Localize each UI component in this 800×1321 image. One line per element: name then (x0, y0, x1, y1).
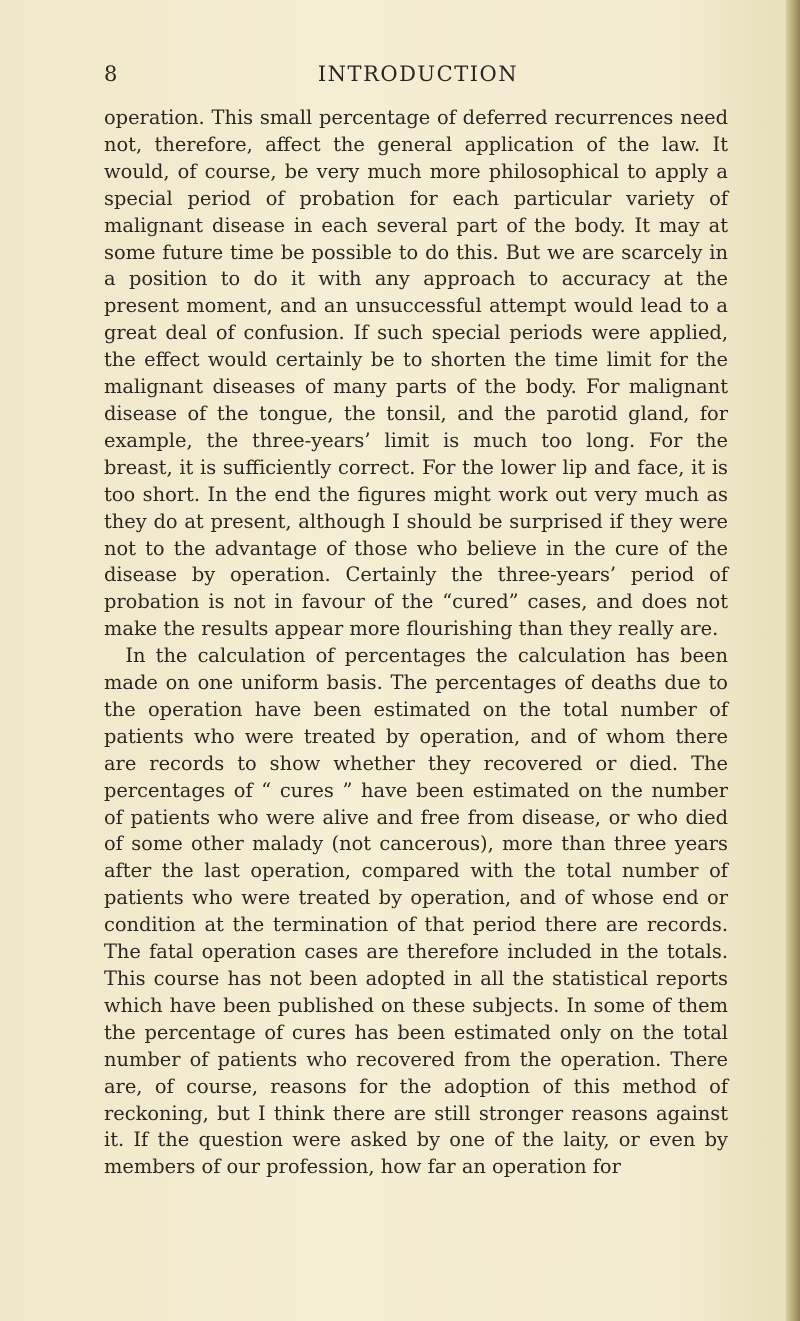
page-header (104, 62, 732, 90)
paragraph-1: operation. This small percentage of deferred recurrences need not, therefore, affect the general application of the law. It would, of course, be very much more philosophical to apply a special period of probation for each particular variety of malignant disease in each several part of the body. It may at some future time be possible to do this. But we are scarcely in a position to do it with any approach to accuracy at the present moment, and an unsuccessful attempt would lead to a great deal of confusion. If such special periods were applied, the effect would certainly be to shorten the time limit for the malignant diseases of many parts of the body. For malignant disease of the tongue, the tonsil, and the parotid gland, for example, the three-years’ limit is much too long. For the breast, it is sufficiently correct. For the lower lip and face, it is too short. In the end the figures might work out very much as they do at present, although I should be surprised if they were not to the advantage of those who believe in the cure of the disease by operation. Certainly the three-years’ period of probation is not in favour of the “cured” cases, and does not make the results appear more flourishing than they really are. (104, 106, 728, 641)
page-number: 8 (104, 62, 118, 86)
running-head: INTRODUCTION (317, 62, 519, 86)
paragraph-2: In the calculation of percentages the calculation has been made on one uniform basis. The percentages of deaths due to the operation have been estimated on the total number of patients who were treated by operation, and of whom there are records to show whether they recovered or died. The percentages of “ cures ” have been estimated on the number of patients who were alive and free from disease, or who died of some other malady (not cancerous), more than three years after the last operation, compared with the total number of patients who were treated by operation, and of whose end or condition at the termination of that period there are records. The fatal operation cases are therefore included in the totals. This course has not been adopted in all the statistical reports which have been published on these subjects. In some of them the percentage of cures has been estimated only on the total number of patients who recovered from the operation. There are, of course, reasons for the adoption of this method of reckoning, but I think there are still stronger reasons against it. If the question were asked by one of the laity, or even by members of our profession, how far an operation for (104, 644, 728, 1179)
body-text (104, 105, 728, 1181)
page-edge (786, 0, 800, 1321)
